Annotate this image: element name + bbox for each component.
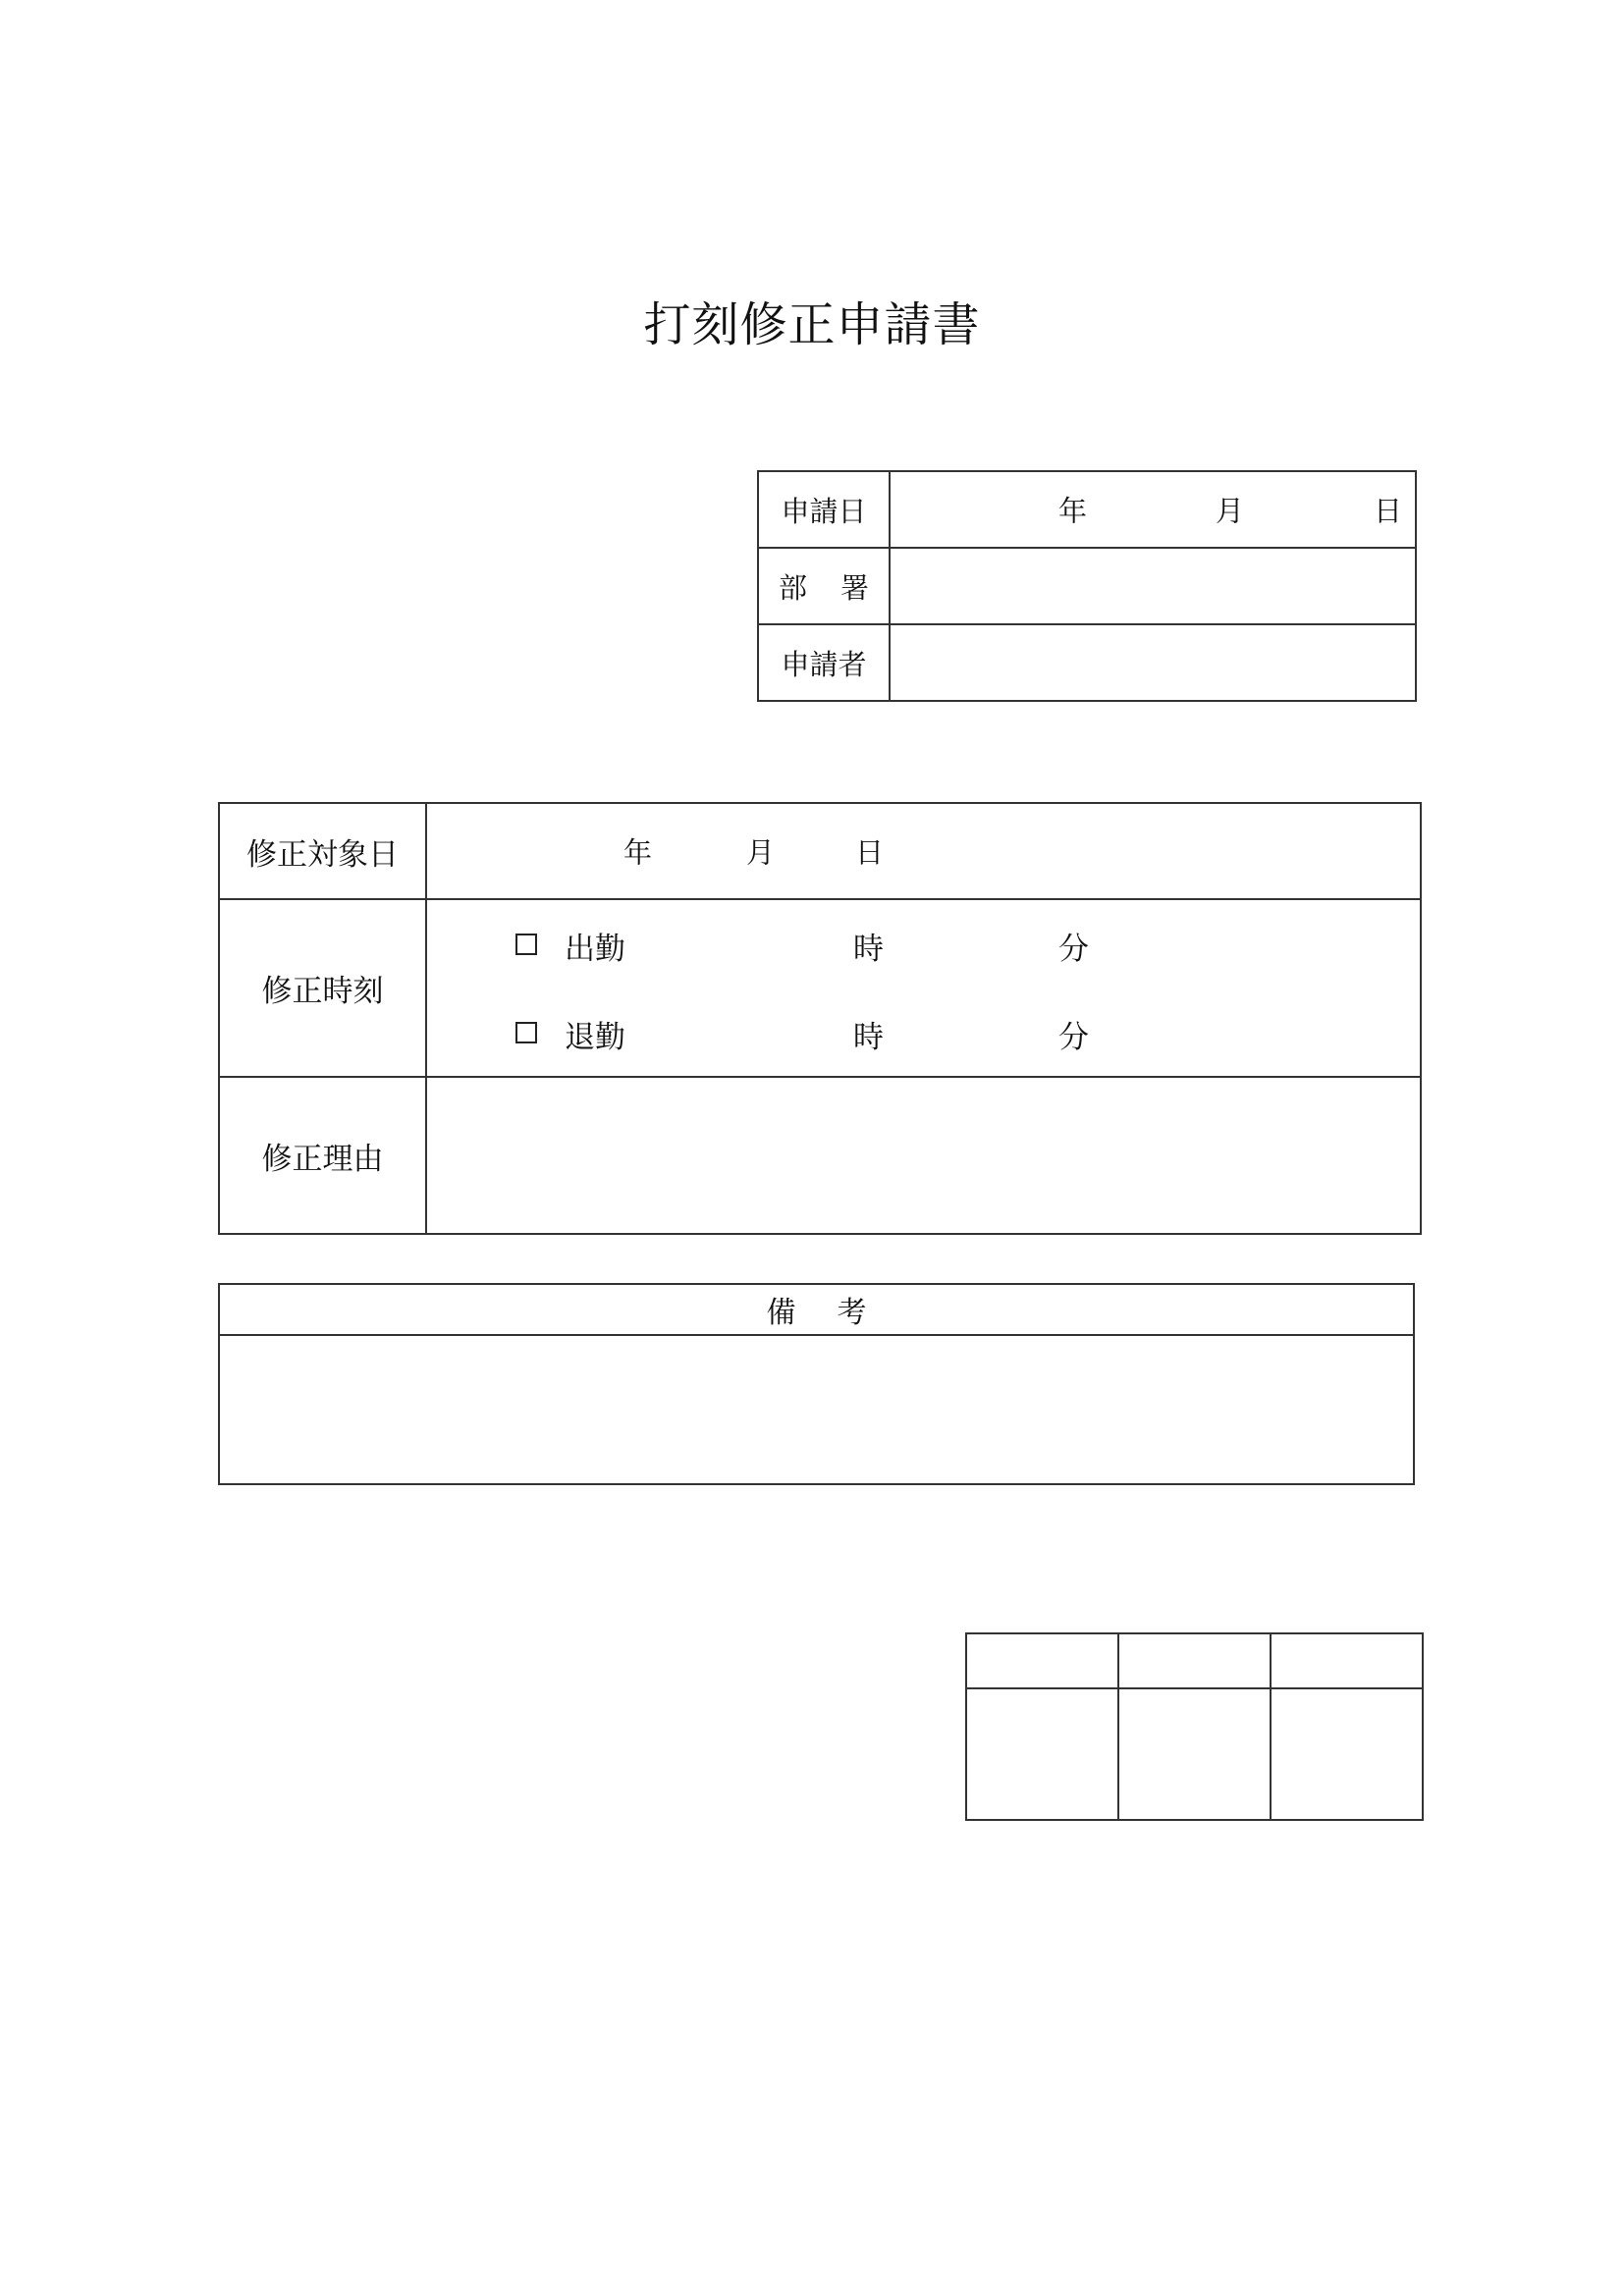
applicant-row — [758, 624, 1416, 701]
target-year-unit: 年 — [623, 835, 653, 870]
clock-out-label: 退勤 — [565, 1020, 625, 1055]
department-field[interactable] — [890, 548, 1416, 624]
correction-time-row — [219, 899, 1421, 1077]
stamp-body-row — [966, 1688, 1423, 1820]
correction-table — [218, 802, 1422, 1235]
application-date-row — [758, 471, 1416, 548]
remarks-label: 備 考 — [219, 1284, 1414, 1335]
clock-out-hour-unit: 時 — [853, 1020, 884, 1055]
remarks-body-row — [219, 1335, 1414, 1484]
application-day-unit: 日 — [1374, 494, 1403, 528]
stamp-box[interactable] — [1271, 1688, 1423, 1820]
correction-time-label: 修正時刻 — [219, 899, 426, 1077]
department-label: 部 署 — [758, 548, 890, 624]
clock-in-label: 出勤 — [565, 932, 625, 967]
stamp-box[interactable] — [1118, 1688, 1271, 1820]
clock-out-minute-unit: 分 — [1058, 1020, 1089, 1055]
stamp-header-row — [966, 1633, 1423, 1688]
department-row — [758, 548, 1416, 624]
page-title: 打刻修正申請書 — [643, 297, 981, 352]
correction-reason-field[interactable] — [426, 1077, 1421, 1234]
target-day-unit: 日 — [855, 835, 885, 870]
remarks-table — [218, 1283, 1415, 1485]
remarks-field[interactable] — [219, 1335, 1414, 1484]
clock-in-hour-unit: 時 — [853, 932, 884, 967]
remarks-header-row — [219, 1284, 1414, 1335]
stamp-header-cell[interactable] — [1118, 1633, 1271, 1688]
clock-in-line — [427, 924, 1420, 967]
application-month-unit: 月 — [1216, 494, 1245, 528]
applicant-info-table — [757, 470, 1417, 702]
application-date-field[interactable] — [890, 471, 1416, 548]
applicant-field[interactable] — [890, 624, 1416, 701]
correction-reason-row — [219, 1077, 1421, 1234]
target-date-row — [219, 803, 1421, 899]
stamp-header-cell[interactable] — [1271, 1633, 1423, 1688]
clock-out-line — [427, 1012, 1420, 1055]
target-month-unit: 月 — [746, 835, 776, 870]
target-date-field[interactable] — [426, 803, 1421, 899]
application-year-unit: 年 — [1058, 494, 1088, 528]
clock-out-checkbox[interactable] — [515, 1022, 537, 1043]
clock-in-minute-unit: 分 — [1058, 932, 1089, 967]
correction-reason-label: 修正理由 — [219, 1077, 426, 1234]
application-date-label: 申請日 — [758, 471, 890, 548]
stamp-header-cell[interactable] — [966, 1633, 1118, 1688]
target-date-label: 修正対象日 — [219, 803, 426, 899]
approval-stamp-table — [965, 1632, 1424, 1821]
stamp-box[interactable] — [966, 1688, 1118, 1820]
clock-in-checkbox[interactable] — [515, 934, 537, 955]
correction-time-field — [426, 899, 1421, 1077]
applicant-label: 申請者 — [758, 624, 890, 701]
